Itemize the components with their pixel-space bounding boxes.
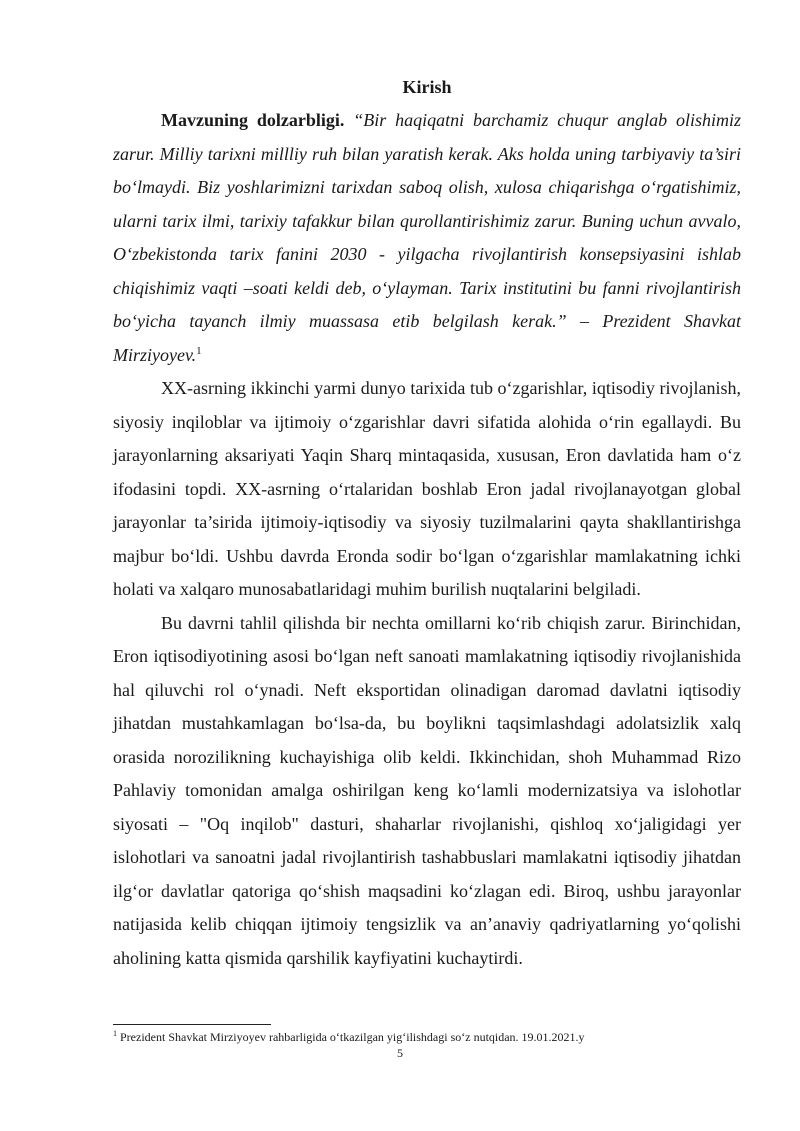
page-body [113, 72, 741, 975]
page-title: Kirish [402, 77, 452, 97]
president-quote: “Bir haqiqatni barchamiz chuqur anglab olishimiz zarur. Milliy tarixni millliy ruh bilan yaratish kerak. Aks holda uning tarbiyaviy ta’siri bo‘lmaydi. Biz yoshlarimizni tarixdan saboq olish, xulosa chiqarishga o‘rgatishimiz, ularni tarix ilmi, tarixiy tafakkur bilan qurollantirishimiz zarur. Buning uchun avvalo, O‘zbekistonda tarix fanini 2030 - yilgacha rivojlantirish konsepsiyasini ishlab chiqishimiz vaqti –soati keldi deb, o‘ylayman. Tarix institutini bu fanni rivojlantirish bo‘yicha tayanch ilmiy muassasa etib belgilash kerak.” – Prezident Shavkat Mirziyoyev. [113, 110, 741, 365]
paragraph-third: Bu davrni tahlil qilishda bir nechta omillarni ko‘rib chiqish zarur. Birinchidan, Eron iqtisodiyotining asosi bo‘lgan neft sanoati mamlakatning iqtisodiy rivojlanishida hal qiluvchi rol o‘ynadi. Neft eksportidan olinadigan daromad davlatni iqtisodiy jihatdan mustahkamlagan bo‘lsa-da, bu boylikni taqsimlashdagi adolatsizlik xalq orasida norozilikning kuchayishiga olib keldi. Ikkinchidan, shoh Muhammad Rizo Pahlaviy tomonidan amalga oshirilgan keng ko‘lamli modernizatsiya va islohotlar siyosati – "Oq inqilob" dasturi, shaharlar rivojlanishi, qishloq xo‘jaligidagi yer islohotlari va sanoatni jadal rivojlantirish tashabbuslari mamlakatni iqtisodiy jihatdan ilg‘or davlatlar qatoriga qo‘shish maqsadini ko‘zlagan edi. Biroq, ushbu jarayonlar natijasida kelib chiqqan ijtimoiy tengsizlik va an’anaviy qadriyatlarning yo‘qolishi aholining katta qismida qarshilik kayfiyatini kuchaytirdi. [113, 612, 741, 968]
footnote-number: 1 [113, 1029, 117, 1038]
footnote-text: Prezident Shavkat Mirziyoyev rahbarligida o‘tkazilgan yig‘ilishdagi so‘z nutqidan. 19.01.2021.y [120, 1030, 585, 1044]
paragraph-lead: Mavzuning dolzarbligi. [161, 110, 345, 130]
paragraph-second: XX-asrning ikkinchi yarmi dunyo tarixida tub o‘zgarishlar, iqtisodiy rivojlanish, siyosiy inqiloblar va ijtimoiy o‘zgarishlar davri sifatida alohida o‘rin egallaydi. Bu jarayonlarning aksariyati Yaqin Sharq mintaqasida, xususan, Eron davlatida ham o‘z ifodasini topdi. XX-asrning o‘rtalaridan boshlab Eron jadal rivojlanayotgan global jarayonlar ta’sirida ijtimoiy-iqtisodiy va siyosiy tuzilmalarini qayta shakllantirishga majbur bo‘ldi. Ushbu davrda Eronda sodir bo‘lgan o‘zgarishlar mamlakatning ichki holati va xalqaro munosabatlaridagi muhim burilish nuqtalarini belgiladi. [113, 378, 741, 599]
footnote-divider [113, 1024, 271, 1025]
footnote-reference[interactable]: 1 [196, 344, 202, 357]
page-number: 5 [397, 1046, 403, 1060]
paragraph-relevance [113, 104, 741, 372]
footnote [113, 1030, 741, 1044]
